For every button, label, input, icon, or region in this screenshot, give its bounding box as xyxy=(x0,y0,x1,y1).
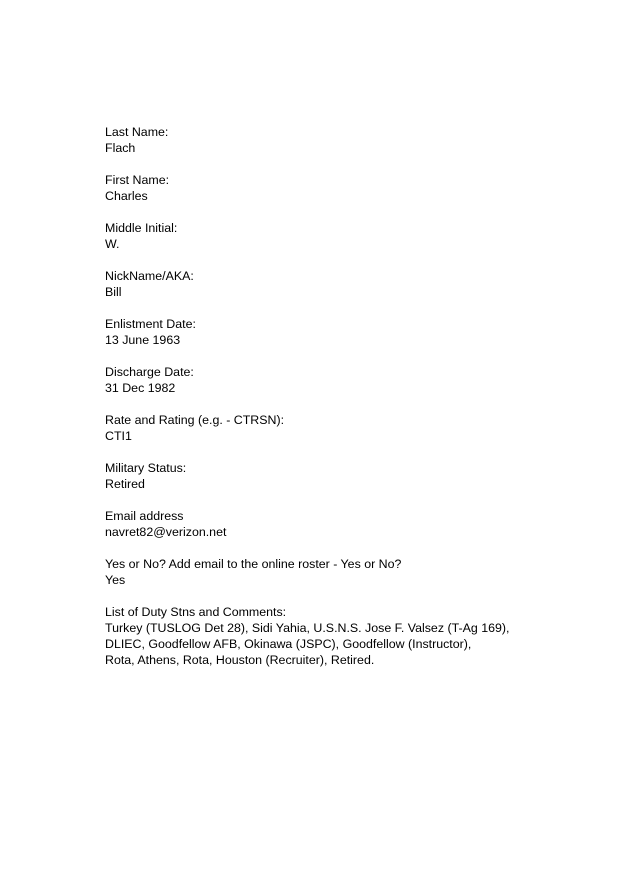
roster-consent-field xyxy=(105,556,625,588)
rate-rating-value: CTI1 xyxy=(105,429,132,443)
nickname-label: NickName/AKA: xyxy=(105,269,194,283)
first-name-value: Charles xyxy=(105,189,148,203)
middle-initial-label: Middle Initial: xyxy=(105,221,178,235)
roster-consent-value: Yes xyxy=(105,573,126,587)
email-value: navret82@verizon.net xyxy=(105,525,227,539)
first-name-field xyxy=(105,172,625,204)
duty-stations-label: List of Duty Stns and Comments: xyxy=(105,605,287,619)
last-name-label: Last Name: xyxy=(105,125,169,139)
military-status-label: Military Status: xyxy=(105,461,187,475)
roster-form-document xyxy=(105,124,625,684)
roster-consent-label: Yes or No? Add email to the online roster - Yes or No? xyxy=(105,557,402,571)
discharge-date-label: Discharge Date: xyxy=(105,365,194,379)
last-name-value: Flach xyxy=(105,141,136,155)
email-label: Email address xyxy=(105,509,184,523)
enlistment-date-label: Enlistment Date: xyxy=(105,317,196,331)
first-name-label: First Name: xyxy=(105,173,170,187)
enlistment-date-field xyxy=(105,316,625,348)
duty-stations-line: Rota, Athens, Rota, Houston (Recruiter), Retired. xyxy=(105,653,375,667)
middle-initial-field xyxy=(105,220,625,252)
military-status-field xyxy=(105,460,625,492)
military-status-value: Retired xyxy=(105,477,145,491)
nickname-field xyxy=(105,268,625,300)
discharge-date-field xyxy=(105,364,625,396)
duty-stations-line: Turkey (TUSLOG Det 28), Sidi Yahia, U.S.N.S. Jose F. Valsez (T-Ag 169), xyxy=(105,621,510,635)
duty-stations-line: DLIEC, Goodfellow AFB, Okinawa (JSPC), Goodfellow (Instructor), xyxy=(105,637,472,651)
duty-stations-field xyxy=(105,604,625,668)
rate-rating-field xyxy=(105,412,625,444)
nickname-value: Bill xyxy=(105,285,122,299)
rate-rating-label: Rate and Rating (e.g. - CTRSN): xyxy=(105,413,285,427)
enlistment-date-value: 13 June 1963 xyxy=(105,333,181,347)
discharge-date-value: 31 Dec 1982 xyxy=(105,381,176,395)
email-field xyxy=(105,508,625,540)
last-name-field xyxy=(105,124,625,156)
middle-initial-value: W. xyxy=(105,237,120,251)
